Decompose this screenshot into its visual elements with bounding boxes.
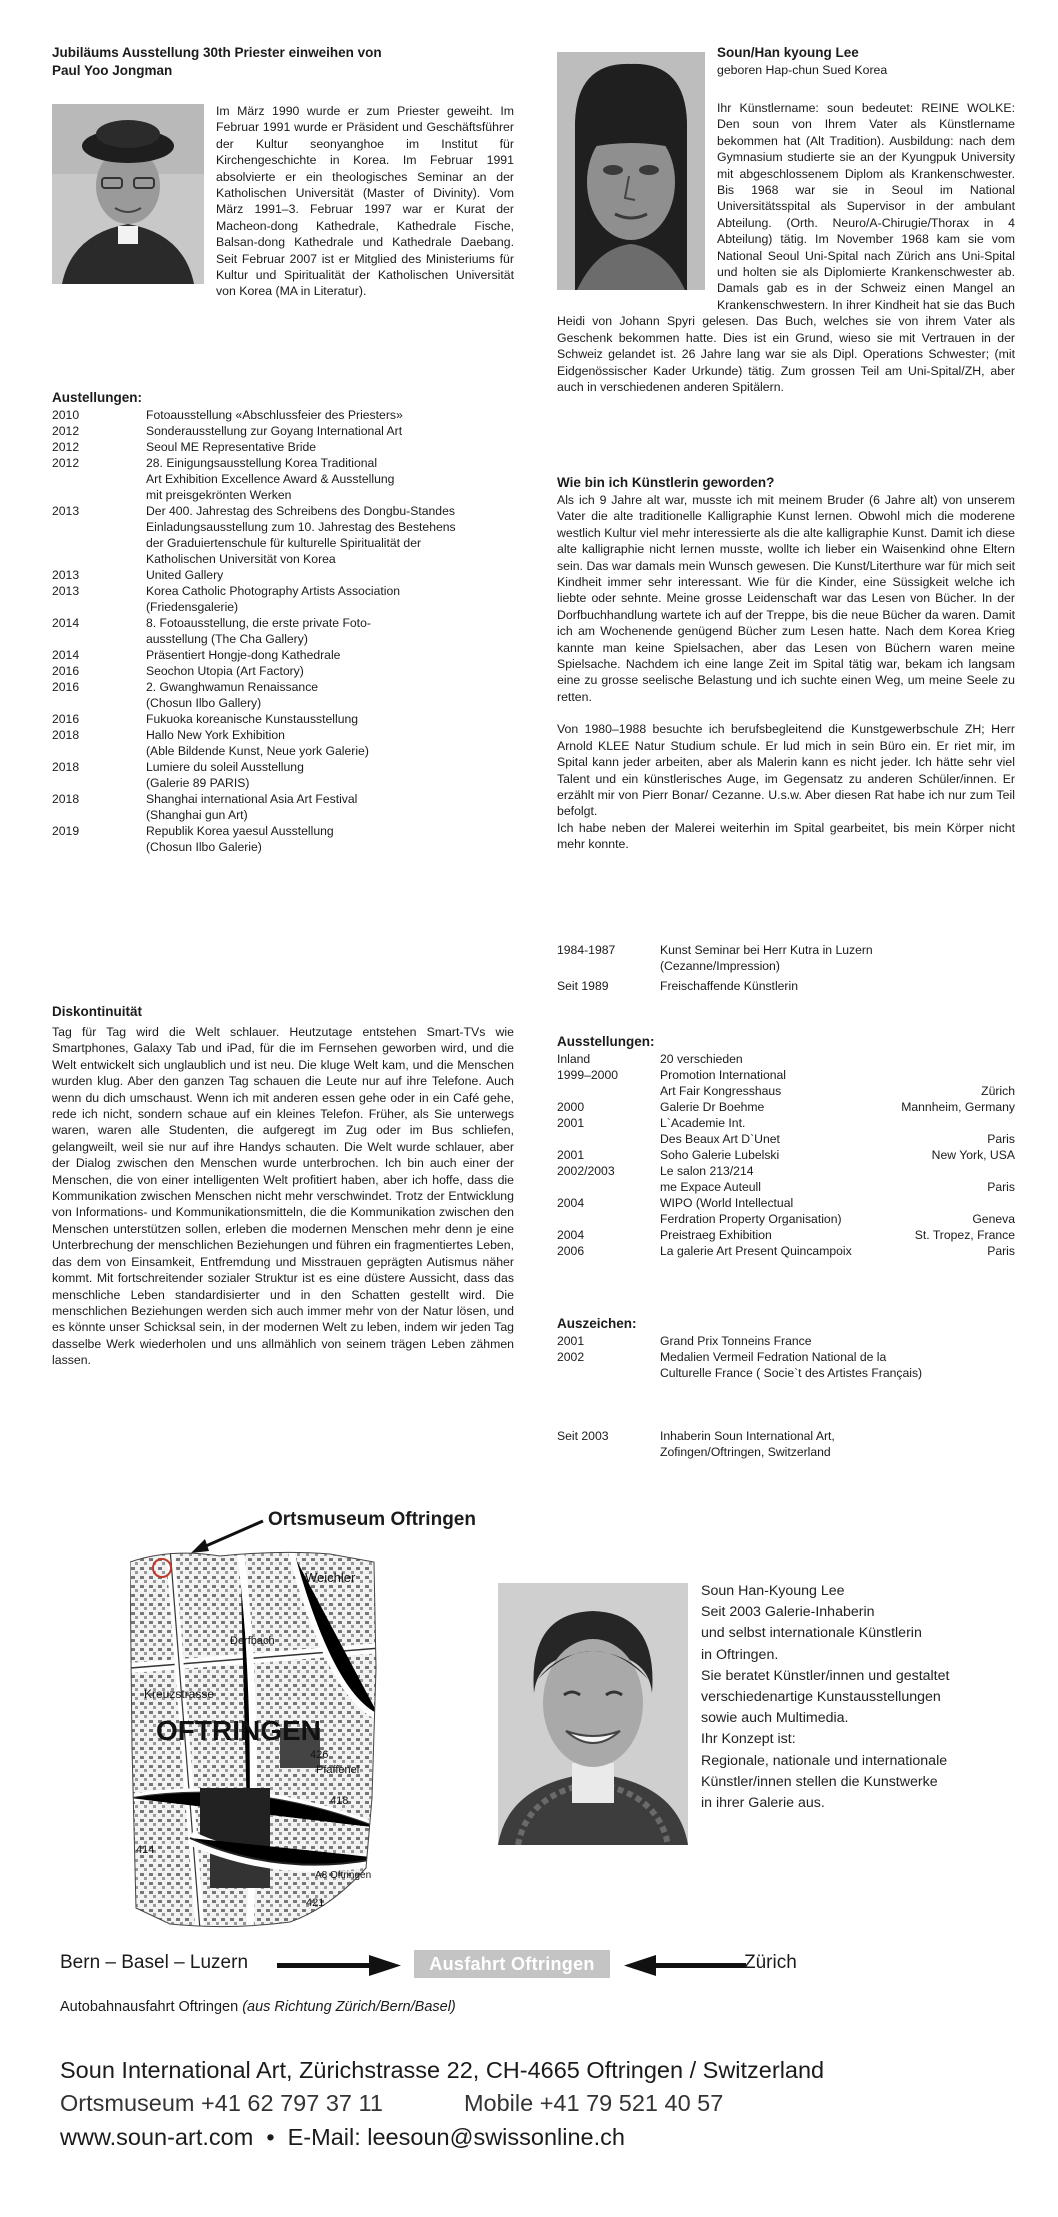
right-intro-text [557,100,1015,395]
exhibition-year: 2004 [557,1196,585,1210]
map-label: 418 [330,1795,349,1807]
exhibition-year: 2012 [52,456,80,470]
exhibition-line: Seochon Utopia (Art Factory) [146,664,304,678]
exhibition-row [52,679,456,711]
exhibition-row [52,791,456,823]
map-label: Weichler [305,1570,356,1585]
map-label: 414 [136,1844,155,1856]
exhibition-row [557,1243,1015,1259]
exhibition-year: 2018 [52,792,80,806]
exhibition-text: Galerie Dr Boehme [660,1100,765,1114]
profile-line: Soun Han-Kyoung Lee [701,1583,845,1599]
exhibition-text: me Expace Auteull [660,1180,761,1194]
exhibition-text [146,583,456,615]
exhibition-year [557,1083,660,1099]
exhibition-text: Promotion International [660,1068,787,1082]
exhibition-location [883,1163,1015,1179]
training-year: Seit 1989 [557,979,609,993]
exhibition-text [146,759,456,791]
diskontinuitaet-section [52,1003,514,1369]
exhibition-line: (Galerie 89 PARIS) [146,776,250,790]
exhibition-location: Paris [987,1244,1015,1258]
map-title: Ortsmuseum Oftringen [268,1509,476,1530]
exhibition-row [557,1051,1015,1067]
exhibition-text: L`Academie Int. [660,1116,746,1130]
exhibition-text [146,647,456,663]
exhibition-line: (Chosun Ilbo Galerie) [146,840,262,854]
map-label: A8 Oftringen [315,1870,372,1881]
direction-caption-main: Autobahnausfahrt Oftringen [60,1999,239,2015]
exhibition-location [883,1051,1015,1067]
training-line: Kunst Seminar bei Herr Kutra in Luzern [660,943,873,957]
owner-year: Seit 2003 [557,1429,609,1443]
award-year: 2001 [557,1334,585,1348]
text-wrap-spacer [557,100,717,298]
exhibition-year: 2006 [557,1244,585,1258]
footer-address: Soun International Art, Zürichstrasse 22, CH-4665 Oftringen / Switzerland [60,2057,825,2083]
map-label: Dorfbach [230,1635,275,1647]
diskontinuitaet-text: Tag für Tag wird die Welt schlauer. Heutzutage entstehen Smart-TVs wie Smartphones, Galaxy Tab und iPad, für die im Fernsehen geworben wird, und die Welt entwickelt sich unglaublich und ist neu. Die kluge Welt kam, und die Menschen wurden klug. Aber den ganzen Tag schauen die Leute nur auf ihre Telefone. Auch wenn du dich umschaust. Wenn ich mit anderen essen gehe oder in ein Café gehe, rede ich nicht, sondern schaue auf ein kleines Telefon. Früher, als Sie unterwegs waren, waren alle Studenten, die aufgeregt im Zug oder im Bus schliefen, gelangweilt, weil sie nur auf ihre Handys schauten. Die Welt wurde schlauer, aber der Dialog zwischen den Menschen wurde unterbrochen. Ich bin auch einer der Menschen, die von einer intelligenten Welt profitiert haben, aber ich hoffe, dass die Kommunikation zwischen Menschen nicht mehr verschwindet. Trotz der Entwicklung von Informations- und Kommunikationsmitteln, die die Kommunikation zwischen den Menschen unterstützen sollen, erleben die modernen Menschen mehr denn je eine Unterbrechung der menschlichen Beziehungen und führen ein fragmentiertes Leben, das dem von Einsamkeit, Entfremdung und Misstrauen geprägten Autismus näher kommt. Mit fortschreitender sozialer Struktur ist es eine düstere Aussicht, dass das menschliche Leben standardisierter und in den Schatten gestellt wird. Die menschlichen Beziehungen werden sich auch immer mehr von der Natur lösen, und es könnte unser Schicksal sein, in der modernen Welt zu leben, indem wir jeden Tag dasselbe Werk wiederholen und uns allmählich von seinem trägen Leben zähmen lassen. [52,1025,514,1368]
exhibition-row [557,1131,1015,1147]
owner-line: Inhaberin Soun International Art, [660,1429,835,1443]
exhibition-text: Le salon 213/214 [660,1164,754,1178]
training-line: Freischaffende Künstlerin [660,979,798,993]
exhibition-year: 2012 [52,424,80,438]
direction-caption-italic: (aus Richtung Zürich/Bern/Basel) [242,1999,456,2015]
artist-name: Soun/Han kyoung Lee [717,45,859,60]
exhibition-year: 2013 [52,584,80,598]
exhibition-line: Der 400. Jahrestag des Schreibens des Dongbu-Standes [146,504,455,518]
arrow-left-icon [624,1955,746,1977]
exhibition-year [557,1211,660,1227]
exhibition-row [557,1115,1015,1131]
exhibition-location: St. Tropez, France [914,1228,1015,1242]
left-exhibitions-table [52,407,456,855]
profile-line: Künstler/innen stellen die Kunstwerke [701,1773,938,1790]
exhibition-row [52,647,456,663]
map-label: 426 [310,1749,329,1761]
exhibition-text [146,567,456,583]
exhibition-line: (Able Bildende Kunst, Neue york Galerie) [146,744,369,758]
exhibition-row [557,1179,1015,1195]
left-intro-text: Im März 1990 wurde er zum Priester geweiht. Im Februar 1991 wurde er Präsident und Geschäftsführer der Kultur seonyanghoe im Institut für Kirchengeschichte in Korea. Im Februar 1991 absolvierte er ein theologisches Seminar an der Katholischen Universität (Master of Divinity). Vom März 1991–3. Februar 1997 war er Kurat der Macheon-dong Kathedrale, Kathedrale Fische, Balsan-dong Kathedrale und Kathedrale Daebang. Seit Februar 2007 ist er Mitglied des Ministeriums für Kultur und Spiritualität der Katholischen Universität von Korea (MA in Literatur). [216,104,514,299]
exhibition-row [52,583,456,615]
award-text [660,1349,1015,1381]
exhibition-year: 2001 [557,1148,585,1162]
exhibition-line: Einladungsausstellung zum 10. Jahrestag des Bestehens [146,520,456,534]
awards-table [557,1333,1015,1381]
exhibition-row [557,1227,1015,1243]
exhibition-location [883,1067,1015,1083]
exhibition-line: Hallo New York Exhibition [146,728,285,742]
exhibition-row [52,711,456,727]
diskontinuitaet-heading: Diskontinuität [52,1004,142,1019]
right-header [717,44,1017,78]
artist-born: geboren Hap-chun Sued Korea [717,63,888,77]
exhibition-text [146,615,456,647]
award-line: Culturelle France ( Socie`t des Artistes Français) [660,1366,923,1380]
owner-section [557,1428,1015,1460]
right-exhibitions-table [557,1051,1015,1259]
exhibition-text [146,423,456,439]
owner-lines [660,1428,1015,1460]
exhibition-line: Republik Korea yaesul Ausstellung [146,824,334,838]
kuenstlerin-section [557,474,1015,853]
exhibition-line: Seoul ME Representative Bride [146,440,317,454]
award-row [557,1349,1015,1381]
exhibition-row [52,423,456,439]
award-line: Grand Prix Tonneins France [660,1334,812,1348]
profile-text [701,1581,1021,1814]
exhibition-text [146,727,456,759]
exhibition-line: 8. Fotoausstellung, die erste private Foto- [146,616,371,630]
exhibition-text: Soho Galerie Lubelski [660,1148,780,1162]
exhibition-line: (Friedensgalerie) [146,600,239,614]
exhibition-line: Sonderausstellung zur Goyang International Art [146,424,403,438]
map-label: Pfaffenel [316,1764,360,1776]
exhibition-year: 2004 [557,1228,585,1242]
training-text [660,942,1015,978]
exhibition-text: 20 verschieden [660,1052,743,1066]
exhibition-year: 2014 [52,616,80,630]
award-text [660,1333,1015,1349]
left-title-line2: Paul Yoo Jongman [52,63,173,78]
exhibition-line: mit preisgekrönten Werken [146,488,292,502]
training-section [557,942,1015,994]
exhibition-text: Des Beaux Art D`Unet [660,1132,780,1146]
exhibition-line: Art Exhibition Excellence Award & Ausstellung [146,472,395,486]
exhibition-year: 2016 [52,680,80,694]
awards-section [557,1315,1015,1381]
exhibition-line: Korea Catholic Photography Artists Association [146,584,401,598]
training-row [557,942,1015,978]
kuenstlerin-text-2: Von 1980–1988 besuchte ich berufsbegleitend die Kunstgewerbschule ZH; Herr Arnold KLEE Natur Studium schule. Er lud mich in sein Büro ein. Er riet mir, im Spital kann jeder arbeiten, aber als Malerin kann es nicht jeder. Ich hätte sehr viel Talent und ein künstlerisches Auge, im Gegensatz zu anderen Schüler/innen. Er erzählt mir von Pierr Bonar/ Cezanne. U.s.w. Aber diesen Rat habe ich nur zum Teil befolgt. [557,722,1015,819]
training-year: 1984-1987 [557,943,616,957]
exit-badge: Ausfahrt Oftringen [414,1950,610,1978]
training-row [557,978,1015,994]
kuenstlerin-heading: Wie bin ich Künstlerin geworden? [557,475,775,490]
profile-line: Regionale, nationale und internationale [701,1752,948,1769]
exhibition-year [557,1179,660,1195]
exhibition-line: Katholischen Universität von Korea [146,552,336,566]
training-table [557,942,1015,994]
exhibition-row [52,503,456,567]
training-line: (Cezanne/Impression) [660,959,780,973]
kuenstlerin-text: Als ich 9 Jahre alt war, musste ich mit meinem Bruder (6 Jahre alt) von unserem Vater die alte traditionelle Kalligraphie Kunst lernen. Obwohl mich die moderene westlich Kultur viel mehr interessierte als die alte kalligraphie Kunst. Damit ich diese alte kalligraphie nicht lernen musste, wollte ich lieber ein Waisenkind ohne Eltern sein. Das war damals mein Wunsch gewesen. Die Kunst/Literthure war für mich seit Kindheit immer sehr interessant. Wie für die Kinder, eine Süssigkeit welche ich liebte oder sehnte. Meine grosse Leidenschaft war das Lesen von Bücher. In der Dorfbuchhandlung wartete ich auf der Treppe, bis die neue Bücher da waren. Damit ich am Wochenende genügend Bücher zum Lesen hatte. Nach dem Korea Krieg kannte man keine Spielsachen, aber das Lesen von Büchern waren meine Spielsache. Nachdem ich eine lange Zeit im Spital tätig war, bekam ich langsam eine zu grosse seelische Belastung und ich suchte einen Weg, um meine Seele zu retten. [557,493,1015,704]
exhibition-row [557,1083,1015,1099]
exhibition-line: Fukuoka koreanische Kunstausstellung [146,712,359,726]
footer-mobile: Mobile +41 79 521 40 57 [463,2090,724,2116]
exhibition-text [146,679,456,711]
exhibition-line: 2. Gwanghwamun Renaissance [146,680,319,694]
owner-row [557,1428,1015,1460]
profile-line: in Oftringen. [701,1646,779,1663]
exhibition-row [557,1163,1015,1179]
exhibition-year: 2018 [52,728,80,742]
exhibition-line: (Shanghai gun Art) [146,808,248,822]
right-intro-body: Ihr Künstlername: soun bedeutet: REINE WOLKE: Den soun von Ihrem Vater als Künstlername bekommen hat (Alt Tradition). Ausbildung: nach dem Gymnasium studierte sie an der Kyungpuk University mit abgeschlossenem Diplom als Krankenschwester. Bis 1968 war sie in Seoul im National Universitätsspital als Supervisor in der ambulant Abteilung. (Orth. Neuro/A-Chirugie/Thorax in 4 Abteilung) tätig. Im November 1968 kam sie vom National Seoul Uni-Spital nach Zürich ans Uni-Spital und holten sie als Diplomierte Krankenschwester ab. Damals gab es in der Schweiz einen Mangel an Krankenschwestern. In ihrer Kindheit hat sie das Buch Heidi von Johann Spyri gelesen. Das Buch, welches sie von ihrem Vater als Geschenk bekommen hatte. Dies ist ein Grund, wieso sie mit Vertrauen in der Schweiz gelandet ist. 26 Jahre lang war sie als Dipl. Operations Schwester; (mit Eidgenössischer Kader Urkunde) tätig. Zum grossen Teil am Uni-Spital/ZH, aber auch in verschiedenen anderen Spitälern. [557,101,1015,394]
direction-from-left: Bern – Basel – Luzern [60,1952,249,1973]
kuenstlerin-text-3: Ich habe neben der Malerei weiterhin im Spital gearbeitet, bis mein Körper nicht mehr konnte. [557,820,1015,852]
exhibition-location: Paris [987,1180,1015,1194]
location-map [130,1548,380,1930]
profile-line: verschiedenartige Kunstausstellungen [701,1689,941,1706]
exhibition-text [146,407,456,423]
exhibition-row [557,1067,1015,1083]
exhibition-line: Präsentiert Hongje-dong Kathedrale [146,648,341,662]
exhibition-row [52,439,456,455]
exhibition-year: 2016 [52,712,80,726]
exhibition-year [557,1131,660,1147]
exhibition-row [52,407,456,423]
owner-line: Zofingen/Oftringen, Switzerland [660,1445,831,1459]
exhibition-year: 2014 [52,648,80,662]
exhibition-year: 2013 [52,504,80,518]
profile-line: Seit 2003 Galerie-Inhaberin [701,1604,875,1621]
award-row [557,1333,1015,1349]
right-exhibitions-heading: Ausstellungen: [557,1034,655,1049]
exhibition-text [146,455,456,503]
exhibition-line: Fotoausstellung «Abschlussfeier des Priesters» [146,408,403,422]
exhibition-row [557,1147,1015,1163]
award-line: Medalien Vermeil Fedration National de la [660,1350,887,1364]
exhibition-text: La galerie Art Present Quincampoix [660,1244,852,1258]
exhibition-row [52,727,456,759]
exhibition-line: United Gallery [146,568,224,582]
map-label: Kreuzstrasse [144,1687,215,1701]
exhibition-location: Paris [987,1132,1015,1146]
owner-table [557,1428,1015,1460]
exhibition-text [146,663,456,679]
exhibition-year: 2016 [52,664,80,678]
direction-caption [60,1999,456,2015]
priest-photo [52,104,204,284]
exhibition-location: Zürich [981,1084,1015,1098]
exhibition-text: Art Fair Kongresshaus [660,1084,782,1098]
exhibition-line: Lumiere du soleil Ausstellung [146,760,304,774]
exhibition-row [52,823,456,855]
left-title-line1: Jubiläums Ausstellung 30th Priester einweihen von [52,45,382,60]
exhibition-text: Preistraeg Exhibition [660,1228,772,1242]
profile-line: und selbst internationale Künstlerin [701,1625,922,1642]
exhibition-year: 2002/2003 [557,1164,615,1178]
exhibition-line: (Chosun Ilbo Gallery) [146,696,262,710]
exhibition-text [146,711,456,727]
exhibition-year: Inland [557,1052,591,1066]
exhibition-row [52,615,456,647]
awards-heading: Auszeichen: [557,1316,637,1331]
training-text [660,978,1015,994]
profile-line: in ihrer Galerie aus. [701,1795,825,1812]
exhibition-text [146,503,456,567]
exhibition-text: WIPO (World Intellectual [660,1196,794,1210]
exhibition-line: der Graduiertenschule für kulturelle Spiritualität der [146,536,422,550]
exhibition-row [557,1195,1015,1211]
footer-phones [60,2090,723,2117]
artist-photo [498,1583,688,1845]
exhibition-row [52,759,456,791]
exhibition-line: ausstellung (The Cha Gallery) [146,632,308,646]
footer-web-email[interactable]: www.soun-art.com • E-Mail: leesoun@swissonline.ch [60,2124,625,2150]
profile-line: Ihr Konzept ist: [701,1731,796,1748]
left-exhibitions-heading: Austellungen: [52,390,142,405]
exhibition-year: 1999–2000 [557,1068,619,1082]
exhibition-row [557,1211,1015,1227]
exhibition-line: Shanghai international Asia Art Festival [146,792,358,806]
exhibition-year: 2019 [52,824,80,838]
exhibition-text [146,823,456,855]
right-exhibitions [557,1033,1015,1259]
exhibition-text: Ferdration Property Organisation) [660,1212,842,1226]
exhibition-year: 2001 [557,1116,585,1130]
exhibition-year: 2010 [52,408,80,422]
exhibition-year: 2013 [52,568,80,582]
map-big-label: OFTRINGEN [156,1715,321,1746]
exhibition-location: Geneva [972,1212,1015,1226]
exhibition-year: 2000 [557,1100,585,1114]
profile-line: sowie auch Multimedia. [701,1710,849,1727]
exhibition-line: 28. Einigungsausstellung Korea Traditional [146,456,378,470]
exhibition-row [52,455,456,503]
exhibition-row [52,567,456,583]
map-label: 421 [306,1897,325,1909]
left-header [52,44,514,80]
exhibition-row [52,663,456,679]
exhibition-location: Mannheim, Germany [901,1100,1015,1114]
exhibition-row [557,1099,1015,1115]
footer-museum-phone: Ortsmuseum +41 62 797 37 11 [60,2090,383,2116]
profile-line: Sie beratet Künstler/innen und gestaltet [701,1667,950,1684]
arrow-right-icon [277,1955,401,1977]
exhibition-location [883,1115,1015,1131]
left-exhibitions [52,389,514,855]
exhibition-year: 2012 [52,440,80,454]
exhibition-text [146,791,456,823]
exhibition-text [146,439,456,455]
exhibition-year: 2018 [52,760,80,774]
exhibition-location: New York, USA [931,1148,1015,1162]
direction-from-right: Zürich [744,1952,797,1973]
exhibition-location [883,1195,1015,1211]
award-year: 2002 [557,1350,585,1364]
